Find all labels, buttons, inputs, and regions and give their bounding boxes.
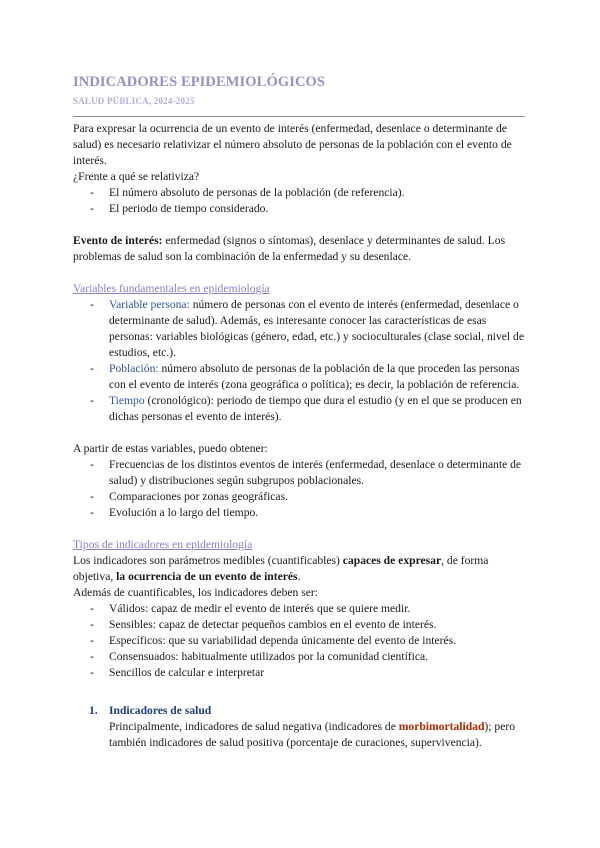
tipos-list [73, 601, 528, 681]
salud-highlight: morbimortalidad [398, 720, 485, 733]
evento-paragraph [73, 233, 528, 265]
tipos-text: , de forma objetiva, [73, 554, 489, 583]
document-body [73, 121, 528, 751]
evento-label: Evento de interés: [73, 234, 163, 247]
variable-text: número de personas con el evento de interés (enfermedad, desenlace o determinante de salud). Además, es interesante conocer las características de esas personas: variables biológicas (género, edad, etc.) y socioculturales (clase social, nivel de estudios, etc.). [109, 298, 524, 359]
intro-list [73, 185, 528, 217]
tipos-bold: capaces de expresar [342, 554, 442, 567]
variables-list [73, 297, 528, 425]
tipos-paragraph [73, 553, 528, 585]
salud-text: Principalmente, indicadores de salud negativa (indicadores de [109, 720, 399, 733]
document-subtitle: SALUD PÚBLICA, 2024-2025 [73, 96, 195, 106]
list-item [73, 361, 528, 393]
variable-term: Variable persona: [109, 298, 190, 311]
list-item: - El periodo de tiempo considerado. [73, 201, 528, 217]
tipos-text: Los indicadores son parámetros medibles (cuantificables) [73, 554, 343, 567]
obtener-lead: A partir de estas variables, puedo obtener: [73, 442, 268, 455]
tipos-heading: Tipos de indicadores en epidemiología [73, 538, 253, 551]
list-item: - Evolución a lo largo del tiempo. [73, 505, 528, 521]
intro-paragraph: Para expresar la ocurrencia de un evento de interés (enfermedad, desenlace o determinante de salud) es necesario relativizar el número absoluto de personas de la población con el evento de interés. [73, 122, 512, 167]
obtener-list [73, 457, 528, 521]
list-item: - El número absoluto de personas de la población (de referencia). [73, 185, 528, 201]
list-item: - Comparaciones por zonas geográficas. [73, 489, 528, 505]
list-item: - Específicos: que su variabilidad dependa únicamente del evento de interés. [73, 633, 528, 649]
list-item: - Sencillos de calcular e interpretar [73, 665, 528, 681]
header-divider [73, 116, 525, 117]
tipos-lead: Además de cuantificables, los indicadores deben ser: [73, 586, 318, 599]
list-item: - Válidos: capaz de medir el evento de interés que se quiere medir. [73, 601, 528, 617]
variable-text: (cronológico): periodo de tiempo que dura el estudio (y en el que se producen en dichas personas el evento de interés). [109, 394, 522, 423]
intro-question: ¿Frente a qué se relativiza? [73, 170, 200, 183]
tipos-text: . [297, 570, 301, 583]
list-item [73, 393, 528, 425]
salud-paragraph [73, 719, 528, 751]
salud-title: Indicadores de salud [109, 704, 212, 717]
list-item: - Frecuencias de los distintos eventos de interés (enfermedad, desenlace o determinante de salud) y distribuciones según subgrupos poblacionales. [73, 457, 528, 489]
variables-heading: Variables fundamentales en epidemiología [73, 282, 270, 295]
salud-heading [73, 703, 528, 719]
salud-text: ); pero también indicadores de salud positiva (porcentaje de curaciones, supervivencia). [109, 720, 516, 749]
evento-text: enfermedad (signos o síntomas), desenlace y determinantes de salud. Los problemas de salud son la combinación de la enfermedad y su desenlace. [73, 234, 506, 263]
list-item [73, 297, 528, 361]
tipos-bold: la ocurrencia de un evento de interés [116, 570, 298, 583]
variable-text: número absoluto de personas de la población de la que proceden las personas con el evento de interés (zona geográfica o política); es decir, la población de referencia. [109, 362, 520, 391]
list-item: - Consensuados: habitualmente utilizados por la comunidad científica. [73, 649, 528, 665]
document-title: INDICADORES EPIDEMIOLÓGICOS [73, 74, 326, 90]
list-item: - Sensibles: capaz de detectar pequeños cambios en el evento de interés. [73, 617, 528, 633]
variable-term: Tiempo [109, 394, 145, 407]
variable-term: Población: [109, 362, 159, 375]
salud-number: 1. [89, 704, 98, 717]
